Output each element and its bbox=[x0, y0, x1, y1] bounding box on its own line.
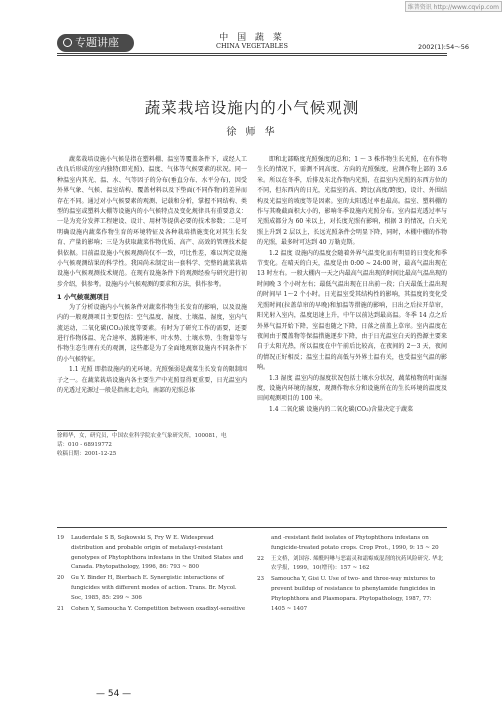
reference-number: 20 bbox=[57, 575, 64, 582]
reference-item bbox=[57, 574, 247, 603]
journal-name-en: CHINA VEGETABLES bbox=[216, 42, 288, 50]
reference-number bbox=[257, 534, 271, 554]
reference-item bbox=[257, 555, 447, 575]
reference-item bbox=[257, 534, 447, 554]
references-right bbox=[257, 534, 447, 615]
watermark: 维普资讯 http://www.cqvip.com bbox=[405, 1, 502, 12]
journal-name-cn: 中 国 蔬 菜 bbox=[219, 33, 285, 43]
article-author: 徐 师 华 bbox=[226, 127, 278, 138]
reference-item bbox=[257, 575, 447, 614]
header-rule bbox=[57, 53, 447, 54]
reference-text: Samoucha Y, Gisi U. Use of two- and three-way mixtures to prevent buildup of resistance to phenylamide fungicides in Phytophthora and Plasmopara. Phytopathology, 1987, 77: 1405 ~ 1407 bbox=[271, 576, 436, 612]
reference-item bbox=[57, 605, 247, 615]
reference-text: Cohen Y, Samoucha Y. Competition between oxadixyl-sensitive bbox=[71, 605, 246, 612]
reference-number: 19 bbox=[57, 535, 64, 541]
header-rule-thin bbox=[57, 55, 447, 56]
reference-text: and -resistant field isolates of Phytophthora infestans on fungicide-treated potato crops. Crop Prot., 1990, 9: 15 ~ 20 bbox=[271, 535, 439, 551]
references-left bbox=[57, 534, 247, 615]
paragraph: 即和北部略度光照强度的总和；1 ～ 3 株作物生长光照，在有作物生长的情况下，需测不同高度、方向的光照强度，应测作物上部的 3.6 米。所以在冬季，后排及东北作物内光照，在温室内光照的东西方位的不同，但东西内的日光，光温室的高、跨比(高度/跨度)，设计、外围结构及光温室的坡度等是因素。室的太阳透过率也最高。温室、塑料棚的作与其晚截面积大小的，影响冬季设施内光照分布。室内温光透过率与光照成都分为 60 米以上，对长度光照有影响，根据 3 的情况，白天光照上升到 2 层以上，长远光照条件会明显下降，同时，木棚中棚的作物的光照，最多时可达到 40 万勒克斯。 bbox=[257, 156, 447, 247]
paragraph: 1.2 温度 设施内的温度会随着外界气温变化而有明显的日变化和季节变化。在晴天的白天，温度是由 0:00 ~ 24:00 时，最高气温出现在 13 时左右。一般大棚内一天之内最高气温出现的时间比最高气温出现的时间晚 3 个小时左右；最低气温出现在日出前一段；白天最低土温出现的时间早 1～2 个小时。日光温室受其结构性的影响，其温度的变化受光照时间(拉盖草帘的早晚)和加温等措施的影响，日出之后拉开草帘，阳光射入室内，温度迅速上升，中午以前达到最高温。冬季 14 点之后外界气温开始下降，室温也随之下降，日落之前盖上草帘。室内温度在夜间由于覆盖物等保温措施逐步下降，由于日光温室白天的热源主要来自于太阳光热，所以温度在中午前后比较高，在夜间的 2～3 天，夜间的情况正好相反；温室土温的高低与外界土温有关，也受温室气温的影响。 bbox=[257, 249, 447, 372]
reference-item bbox=[57, 534, 247, 573]
paragraph: 1.4 二氧化碳 设施内的二氧化碳(CO₂)含量决定于蔬菜 bbox=[269, 405, 413, 413]
footnote-rule bbox=[57, 430, 117, 431]
footnote-received: 收稿日期：2001-12-25 bbox=[57, 451, 117, 457]
page-number: — 54 — bbox=[96, 689, 132, 699]
left-column bbox=[57, 155, 247, 396]
banner-label: 专题讲座 bbox=[75, 36, 119, 49]
reference-text: 王文桥，刘国容. 烯酰吗啉与恶霜灵和霜霉威混剂的抗药风险研究. 华北农学报，1999，10(增刊)：157 ~ 162 bbox=[271, 555, 443, 572]
footnote-author: 徐师华，女，研究员，中国农业科学院农业气象研究所，100081，电话：010 - 68919772 bbox=[57, 433, 227, 448]
reference-number: 23 bbox=[257, 576, 264, 583]
article-title: 蔬菜栽培设施内的小气候观测 bbox=[144, 99, 360, 117]
paragraph: 1.1 光照 即指设施内的光环境。光照强弱是蔬菜生长发育的限制因子之一。在蔬菜栽培设施内各主要生产中光照显得更重要，日光温室内的光透过光源过一般是指南北走向，南部的光照总体 bbox=[57, 366, 247, 394]
references-rule bbox=[57, 527, 447, 528]
right-column bbox=[257, 155, 447, 415]
footnote bbox=[57, 432, 237, 459]
paragraph: 蔬菜栽培设施小气候是指在塑料棚、温室等覆盖条件下，或经人工改良后形成的室内独特(即光照)、温度、气体等气候要素的状况。同一种温室内其光、温、水、气等因子的分布(垂直分布、水平分布)，因受外界气象、气候、温室结构、覆盖材料以及下垫面(不同作物)的差异而存在不同。通过对小气候要素的观测、记载和分析，掌握不同结构、类型的温室或塑料大棚等设施内的小气候特点及变化规律具有重要意义：一是为充分发挥工程建设、设计、用材等提供必要的技术参数；二是可明确设施内蔬菜作物生育的环境特征及各种栽培措施变化对其生长发育、产量的影响；三是为获取蔬菜作物优质、高产、高效的管理技术提供依据。目前温设施小气候观测尚仅不一致，可比性差，难以判定设施小气候观测结果的科学性。我国尚未制定出一套科学、完整的蔬菜栽培设施小气候观测技术规范。在现有设施条件下的观测经验与研究进行初步介绍，供参考。设施内小气候观测的要求和方法，供作参考。 bbox=[57, 156, 247, 288]
paragraph: 1.3 湿度 温室内的湿度状况包括土壤水分状况，蔬菜植物的叶面湿度，设施内环境的湿度，观测作物水分和设施所在的生长环境的温度及田间观测项目的 100 米。 bbox=[257, 374, 447, 403]
reference-number: 22 bbox=[257, 555, 264, 562]
reference-text: Gu Y. Binder H, Bierbach E. Synergistic interactions of fungicides with different modes of action. Trans. Br. Mycol. Soc, 1985, 85: 299 ~ 306 bbox=[71, 575, 237, 601]
reference-text: Lauderdale S B, Sojkowski S, Fry W E. Widespread distribution and probable origin of metalaxyl-resistant genotypes of Phytophthora infestans in the United States and Canada. Phytopathology, 1996, 86: 793 ~ 800 bbox=[71, 535, 244, 571]
paragraph: 为了分析设施内小气候条件对蔬菜作物生长发育的影响，以及设施内的一般观测项目主要包括：空气温度、湿度、土壤温、湿度，室内气流运动，二氧化碳(CO₂)浓度等要素。有时为了研究工作的需要，还要进行作物体温、光合速率、蒸腾速率、叶水势、土壤水势、生物量等与作物生态生理有关的观测，这些都是为了全面地观察设施内不同条件下的小气候特征。 bbox=[57, 303, 247, 363]
issue-info: 2002(1):54～56 bbox=[418, 43, 469, 51]
reference-number: 21 bbox=[57, 605, 64, 612]
section-heading: 1 小气候观测项目 bbox=[57, 293, 110, 302]
